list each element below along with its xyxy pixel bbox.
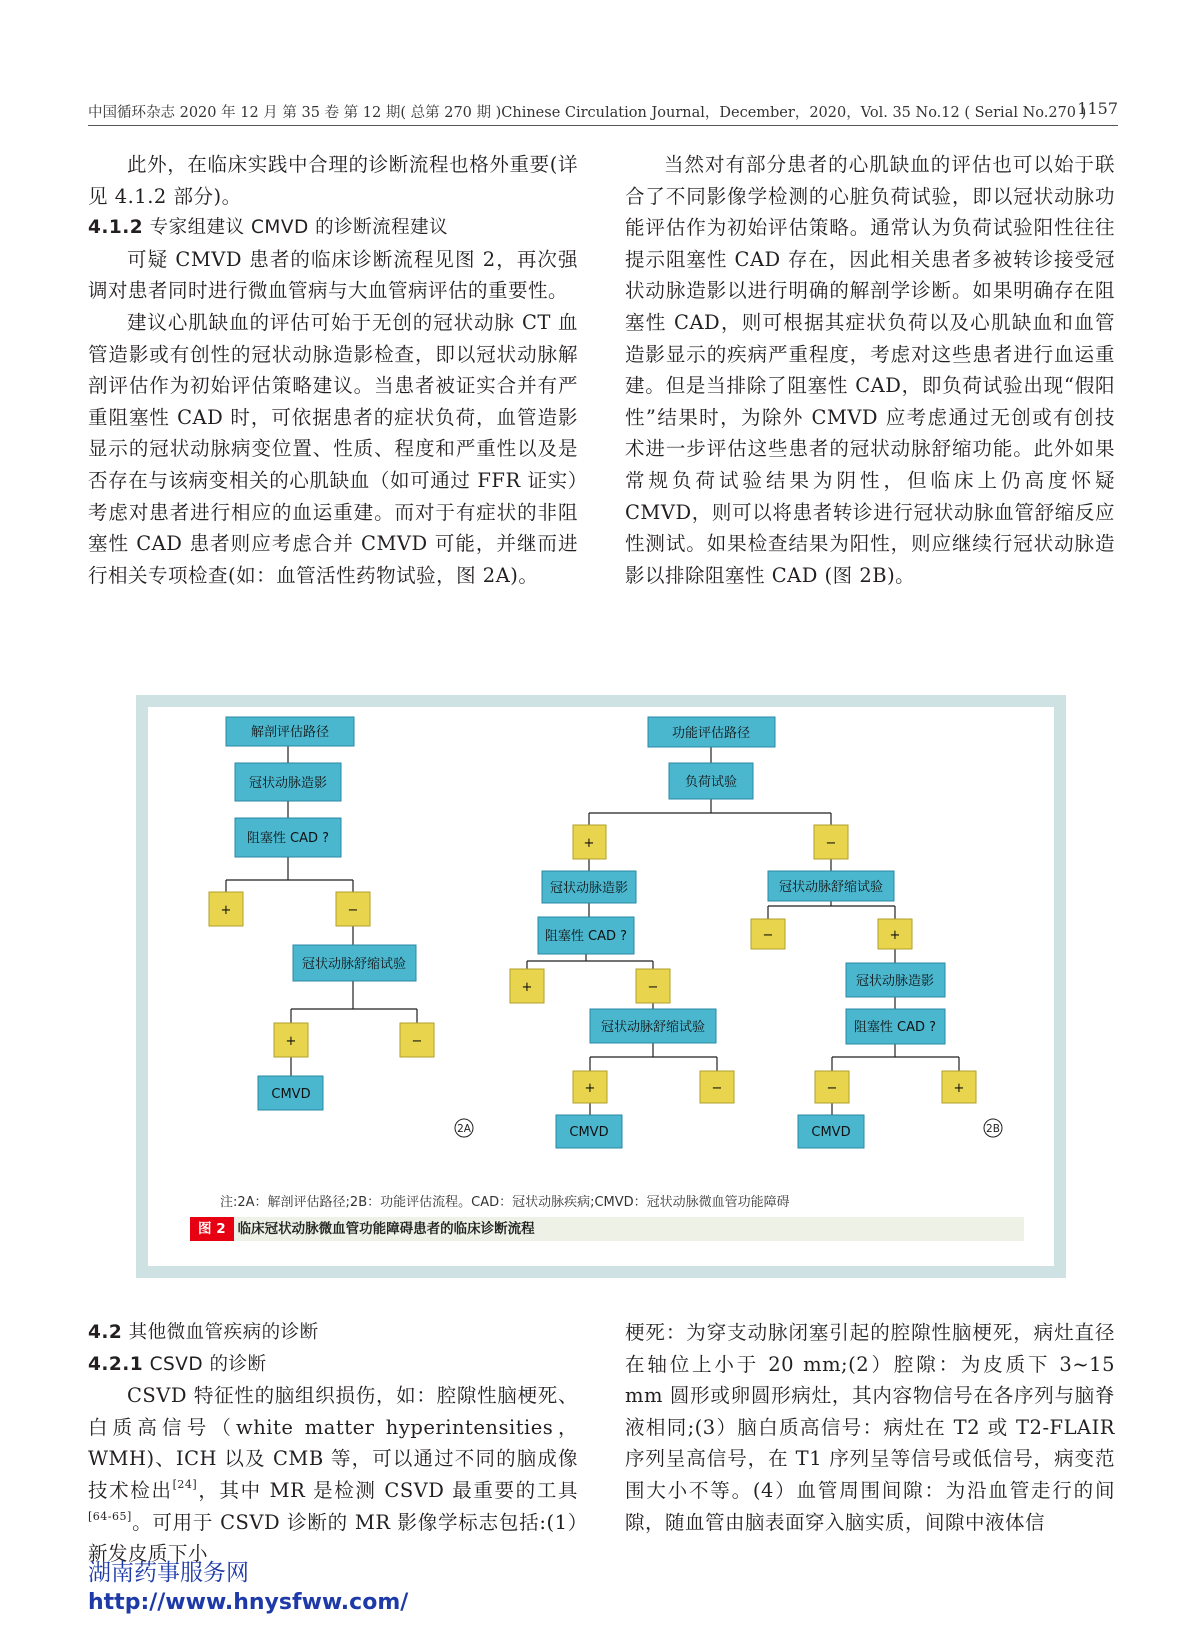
running-header	[88, 101, 1118, 125]
figure-2	[136, 695, 1066, 1278]
svg-text:冠状动脉造影: 冠状动脉造影	[248, 776, 328, 791]
svg-text:解剖评估路径: 解剖评估路径	[250, 725, 330, 740]
svg-text:冠状动脉舒缩试验: 冠状动脉舒缩试验	[778, 880, 884, 895]
box-negative	[700, 1071, 734, 1103]
text-run: CSVD 特征性的脑组织损伤，如：腔隙性脑梗死、白质高信号（white matter hyperintensities，WMH)、ICH 以及 CMB 等，可以通过不同的脑成像技术检出	[88, 1384, 578, 1502]
svg-text:阻塞性 CAD ?: 阻塞性 CAD ?	[853, 1020, 937, 1035]
box-cmvd	[556, 1115, 622, 1148]
text-run: 。可用于 CSVD 诊断的 MR 影像学标志包括:(1）新发皮质下小	[88, 1510, 578, 1566]
svg-text:阻塞性 CAD ?: 阻塞性 CAD ?	[246, 831, 330, 846]
box-positive	[878, 919, 912, 949]
box-vasomotor-test	[768, 871, 894, 901]
box-negative	[336, 892, 370, 926]
paragraph	[88, 1380, 578, 1570]
box-vasomotor-test	[590, 1009, 716, 1043]
section-heading-4-2	[88, 1317, 578, 1349]
panel-label-2a	[455, 1119, 473, 1137]
section-heading-4-1-2	[88, 212, 578, 244]
watermark-site-name: 湖南药事服务网	[88, 1560, 249, 1586]
svg-text:2B: 2B	[986, 1123, 1000, 1135]
paragraph: 当然对有部分患者的心肌缺血的评估也可以始于联合了不同影像学检测的心脏负荷试验，即以冠状动脉功能评估作为初始评估策略。通常认为负荷试验阳性往往提示阻塞性 CAD 存在，因此相关患者多被转诊接受冠状动脉造影以进行明确的解剖学诊断。如果明确存在阻塞性 CAD，则可根据其症状负荷以及心肌缺血和血管造影显示的疾病严重程度，考虑对这些患者进行血运重建。但是当排除了阻塞性 CAD，即负荷试验出现“假阳性”结果时，为除外 CMVD 应考虑通过无创或有创技术进一步评估这些患者的冠状动脉舒缩功能。此外如果常规负荷试验结果为阴性，但临床上仍高度怀疑 CMVD，则可以将患者转诊进行冠状动脉血管舒缩反应性测试。如果检查结果为阳性，则应继续行冠状动脉造影以排除阻塞性 CAD (图 2B)。	[625, 153, 1115, 587]
svg-text:−: −	[647, 980, 659, 995]
svg-text:+: +	[953, 1081, 965, 1096]
svg-text:−: −	[762, 928, 774, 943]
figure-caption	[190, 1217, 1024, 1241]
panel-label-2b	[984, 1119, 1002, 1137]
svg-text:−: −	[711, 1081, 723, 1096]
citation-ref[interactable]: [24]	[172, 1477, 198, 1491]
svg-text:负荷试验: 负荷试验	[684, 775, 738, 790]
svg-text:+: +	[889, 928, 901, 943]
svg-text:CMVD: CMVD	[811, 1125, 851, 1140]
svg-text:−: −	[826, 1081, 838, 1096]
svg-text:CMVD: CMVD	[569, 1125, 609, 1140]
journal-citation: 中国循环杂志 2020 年 12 月 第 35 卷 第 12 期( 总第 270 期 )Chinese Circulation Journal，December，2020，Vol. 35 No.12 ( Serial No.270 )	[88, 105, 1087, 121]
svg-text:+: +	[584, 1081, 596, 1096]
paragraph: 梗死：为穿支动脉闭塞引起的腔隙性脑梗死，病灶直径在轴位上小于 20 mm;(2）腔隙：为皮质下 3~15 mm 圆形或卵圆形病灶，其内容物信号在各序列与脑脊液相同;(3）脑白质高信号：病灶在 T2 或 T2-FLAIR 序列呈高信号，在 T1 序列呈等信号或低信号，病变范围大小不等。(4）血管周围间隙：为沿血管走行的间隙，随血管由脑表面穿入脑实质，间隙中液体信	[625, 1321, 1115, 1534]
svg-text:冠状动脉造影: 冠状动脉造影	[855, 974, 935, 989]
svg-text:−: −	[347, 903, 359, 918]
box-anatomical-path	[226, 717, 354, 746]
svg-text:冠状动脉舒缩试验: 冠状动脉舒缩试验	[301, 957, 407, 972]
box-functional-path	[648, 717, 775, 747]
figure-inner	[148, 707, 1054, 1266]
svg-text:CMVD: CMVD	[271, 1087, 311, 1102]
top-right-column	[625, 149, 1115, 591]
box-negative	[814, 825, 848, 859]
heading-number: 4.1.2	[88, 217, 144, 239]
box-negative	[400, 1023, 434, 1057]
box-angiography	[235, 763, 341, 801]
bottom-left-column	[88, 1317, 578, 1570]
box-vasomotor-test	[293, 945, 416, 981]
svg-text:阻塞性 CAD ?: 阻塞性 CAD ?	[544, 929, 628, 944]
box-positive	[573, 1071, 607, 1103]
box-angiography	[846, 963, 945, 997]
box-positive	[573, 825, 606, 859]
bottom-right-column	[625, 1317, 1115, 1538]
box-positive	[942, 1071, 976, 1103]
flowchart-boxes	[209, 717, 1002, 1148]
page-number: 1157	[1077, 99, 1118, 118]
svg-text:+: +	[220, 903, 232, 918]
svg-text:−: −	[411, 1034, 423, 1049]
svg-text:+: +	[583, 836, 595, 851]
svg-text:冠状动脉舒缩试验: 冠状动脉舒缩试验	[600, 1020, 706, 1035]
heading-text: 其他微血管疾病的诊断	[128, 1322, 319, 1343]
svg-text:冠状动脉造影: 冠状动脉造影	[549, 881, 629, 896]
flowchart-diagram	[148, 707, 1054, 1266]
box-negative	[751, 919, 785, 949]
text-run: ，其中 MR 是检测 CSVD 最重要的工具	[197, 1478, 578, 1502]
header-rule	[88, 125, 1118, 126]
box-cmvd	[258, 1076, 323, 1110]
figure-number: 图 2	[190, 1217, 234, 1241]
svg-text:功能评估路径: 功能评估路径	[671, 726, 751, 741]
watermark-url[interactable]: http://www.hnysfww.com/	[88, 1590, 409, 1615]
citation-ref[interactable]: [64-65]	[88, 1509, 132, 1523]
box-negative	[636, 969, 670, 1003]
figure-note: 注:2A：解剖评估路径;2B：功能评估流程。CAD：冠状动脉疾病;CMVD：冠状动脉微血管功能障碍	[220, 1195, 790, 1210]
box-obstructive-cad	[846, 1009, 945, 1044]
box-positive	[510, 969, 544, 1003]
box-obstructive-cad	[235, 818, 341, 857]
heading-text: 专家组建议 CMVD 的诊断流程建议	[149, 217, 449, 239]
paragraph: 建议心肌缺血的评估可始于无创的冠状动脉 CT 血管造影或有创性的冠状动脉造影检查，即以冠状动脉解剖评估作为初始评估策略建议。当患者被证实合并有严重阻塞性 CAD 时，可依据患者的症状负荷，血管造影显示的冠状动脉病变位置、性质、程度和严重性以及是否存在与该病变相关的心肌缺血（如可通过 FFR 证实）考虑对患者进行相应的血运重建。而对于有症状的非阻塞性 CAD 患者则应考虑合并 CMVD 可能，并继而进行相关专项检查(如：血管活性药物试验，图 2A)。	[88, 310, 578, 587]
figure-title: 临床冠状动脉微血管功能障碍患者的临床诊断流程	[237, 1221, 535, 1237]
svg-text:−: −	[825, 836, 837, 851]
watermark	[88, 1558, 408, 1618]
top-left-column	[88, 149, 578, 591]
paragraph: 可疑 CMVD 患者的临床诊断流程见图 2，再次强调对患者同时进行微血管病与大血管病评估的重要性。	[88, 247, 578, 303]
box-stress-test	[669, 763, 753, 799]
box-angiography	[542, 871, 636, 903]
box-positive	[274, 1023, 308, 1057]
box-cmvd	[798, 1115, 864, 1148]
section-heading-4-2-1	[88, 1349, 578, 1381]
svg-text:+: +	[521, 980, 533, 995]
paragraph: 此外，在临床实践中合理的诊断流程也格外重要(详见 4.1.2 部分)。	[88, 153, 578, 208]
heading-number: 4.2.1	[88, 1353, 144, 1375]
box-obstructive-cad	[538, 917, 634, 954]
heading-number: 4.2	[88, 1322, 123, 1343]
svg-text:2A: 2A	[457, 1123, 471, 1135]
box-negative	[815, 1071, 849, 1103]
svg-text:+: +	[285, 1034, 297, 1049]
box-positive	[209, 892, 243, 926]
heading-text: CSVD 的诊断	[149, 1353, 267, 1375]
